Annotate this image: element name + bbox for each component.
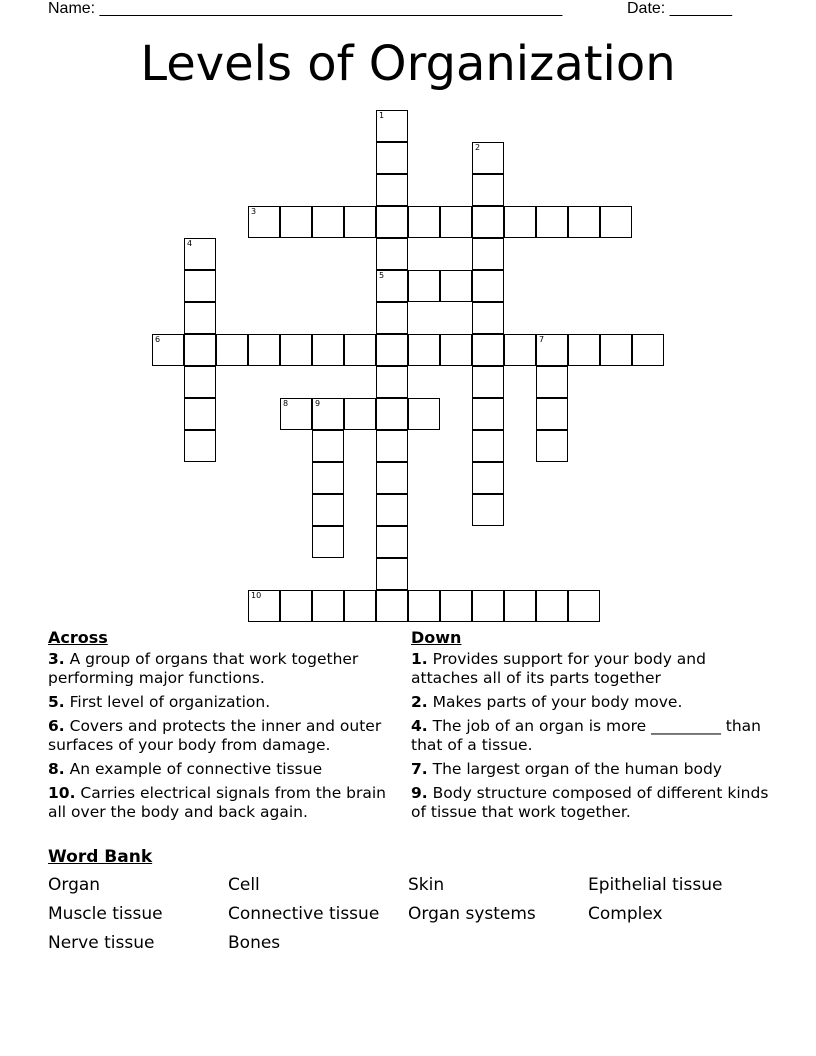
clue-number-label: 2. [411, 693, 428, 711]
grid-cell[interactable] [472, 590, 504, 622]
grid-cell[interactable] [184, 270, 216, 302]
grid-cell[interactable] [376, 398, 408, 430]
clue-number-label: 8. [48, 760, 65, 778]
grid-cell[interactable] [184, 398, 216, 430]
grid-cell[interactable] [312, 462, 344, 494]
grid-cell[interactable] [472, 238, 504, 270]
grid-cell[interactable] [312, 430, 344, 462]
grid-cell[interactable] [312, 398, 344, 430]
grid-cell[interactable] [472, 302, 504, 334]
clue-text: Provides support for your body and attaches all of its parts together [411, 650, 706, 687]
grid-cell[interactable] [376, 334, 408, 366]
grid-cell[interactable] [440, 270, 472, 302]
grid-cell[interactable] [376, 206, 408, 238]
across-clue [48, 717, 408, 755]
grid-cell[interactable] [536, 398, 568, 430]
across-clue [48, 693, 408, 712]
date-line: Date: _______ [627, 0, 732, 17]
clue-number-label: 9. [411, 784, 428, 802]
grid-cell[interactable] [184, 366, 216, 398]
grid-cell[interactable] [600, 206, 632, 238]
name-line: Name: ____________________________________________________ [48, 0, 563, 17]
grid-cell[interactable] [376, 238, 408, 270]
down-clue [411, 760, 771, 779]
grid-cell[interactable] [376, 174, 408, 206]
grid-cell[interactable] [600, 334, 632, 366]
grid-cell[interactable] [472, 366, 504, 398]
clue-number-label: 1. [411, 650, 428, 668]
word-bank-item: Nerve tissue [48, 933, 155, 953]
grid-cell[interactable] [632, 334, 664, 366]
down-clues [411, 628, 771, 827]
grid-cell[interactable] [472, 494, 504, 526]
clue-number: 7 [539, 335, 545, 344]
grid-cell[interactable] [568, 590, 600, 622]
clue-text: Carries electrical signals from the brain all over the body and back again. [48, 784, 387, 821]
clue-number: 3 [251, 207, 257, 216]
grid-cell[interactable] [408, 270, 440, 302]
grid-cell[interactable] [376, 366, 408, 398]
clue-text: Covers and protects the inner and outer surfaces of your body from damage. [48, 717, 382, 754]
grid-cell[interactable] [536, 334, 568, 366]
grid-cell[interactable] [440, 590, 472, 622]
clue-text: First level of organization. [69, 693, 271, 711]
down-clue [411, 784, 771, 822]
word-bank-item: Epithelial tissue [588, 875, 723, 895]
clue-number: 6 [155, 335, 161, 344]
grid-cell[interactable] [184, 302, 216, 334]
grid-cell[interactable] [408, 590, 440, 622]
grid-cell[interactable] [312, 494, 344, 526]
clue-number: 10 [251, 591, 262, 600]
grid-cell[interactable] [536, 206, 568, 238]
clue-number: 1 [379, 111, 385, 120]
clue-text: The job of an organ is more _________ than that of a tissue. [411, 717, 762, 754]
grid-cell[interactable] [312, 206, 344, 238]
grid-cell[interactable] [440, 206, 472, 238]
page-title: Levels of Organization [140, 36, 676, 92]
grid-cell[interactable] [440, 334, 472, 366]
clue-number-label: 3. [48, 650, 65, 668]
clue-number-label: 4. [411, 717, 428, 735]
word-bank-item: Muscle tissue [48, 904, 163, 924]
grid-cell[interactable] [312, 334, 344, 366]
grid-cell[interactable] [376, 110, 408, 142]
clue-text: Makes parts of your body move. [432, 693, 683, 711]
grid-cell[interactable] [248, 206, 280, 238]
grid-cell[interactable] [248, 334, 280, 366]
down-clue [411, 693, 771, 712]
grid-cell[interactable] [376, 270, 408, 302]
clue-number: 4 [187, 239, 193, 248]
grid-cell[interactable] [376, 494, 408, 526]
word-bank-item: Connective tissue [228, 904, 380, 924]
word-bank-item: Organ [48, 875, 101, 895]
clue-text: A group of organs that work together performing major functions. [48, 650, 359, 687]
grid-cell[interactable] [568, 206, 600, 238]
clue-text: Body structure composed of different kinds of tissue that work together. [411, 784, 769, 821]
word-bank-item: Bones [228, 933, 281, 953]
grid-cell[interactable] [344, 206, 376, 238]
grid-cell[interactable] [376, 142, 408, 174]
clue-number-label: 10. [48, 784, 76, 802]
grid-cell[interactable] [472, 174, 504, 206]
grid-cell[interactable] [344, 398, 376, 430]
across-clues [48, 628, 408, 827]
grid-cell[interactable] [536, 430, 568, 462]
clue-number-label: 7. [411, 760, 428, 778]
grid-cell[interactable] [376, 526, 408, 558]
grid-cell[interactable] [184, 238, 216, 270]
word-bank-item: Cell [228, 875, 260, 895]
word-bank-item: Skin [408, 875, 445, 895]
grid-cell[interactable] [344, 590, 376, 622]
grid-cell[interactable] [376, 462, 408, 494]
grid-cell[interactable] [184, 334, 216, 366]
grid-cell[interactable] [472, 334, 504, 366]
clue-text: The largest organ of the human body [432, 760, 722, 778]
grid-cell[interactable] [376, 558, 408, 590]
grid-cell[interactable] [408, 334, 440, 366]
grid-cell[interactable] [376, 590, 408, 622]
clue-number: 2 [475, 143, 481, 152]
grid-cell[interactable] [536, 366, 568, 398]
grid-cell[interactable] [152, 334, 184, 366]
across-clue [48, 760, 408, 779]
grid-cell[interactable] [472, 430, 504, 462]
clue-text: An example of connective tissue [69, 760, 323, 778]
grid-cell[interactable] [312, 590, 344, 622]
grid-cell[interactable] [504, 590, 536, 622]
grid-cell[interactable] [472, 398, 504, 430]
grid-cell[interactable] [184, 430, 216, 462]
across-clue [48, 784, 408, 822]
grid-cell[interactable] [504, 334, 536, 366]
grid-cell[interactable] [344, 334, 376, 366]
clue-number-label: 5. [48, 693, 65, 711]
grid-cell[interactable] [472, 142, 504, 174]
grid-cell[interactable] [408, 206, 440, 238]
clue-number-label: 6. [48, 717, 65, 735]
word-bank-heading: Word Bank [48, 847, 153, 867]
grid-cell[interactable] [408, 398, 440, 430]
down-heading: Down [411, 628, 462, 647]
grid-cell[interactable] [312, 526, 344, 558]
clue-number: 9 [315, 399, 321, 408]
grid-cell[interactable] [248, 590, 280, 622]
grid-cell[interactable] [568, 334, 600, 366]
grid-cell[interactable] [280, 398, 312, 430]
grid-cell[interactable] [536, 590, 568, 622]
word-bank-item: Organ systems [408, 904, 536, 924]
grid-cell[interactable] [216, 334, 248, 366]
grid-cell[interactable] [280, 334, 312, 366]
grid-cell[interactable] [472, 270, 504, 302]
grid-cell[interactable] [280, 206, 312, 238]
word-bank-item: Complex [588, 904, 663, 924]
grid-cell[interactable] [472, 206, 504, 238]
clue-number: 8 [283, 399, 289, 408]
down-clue [411, 717, 771, 755]
word-bank [48, 846, 768, 954]
clue-number: 5 [379, 271, 385, 280]
grid-cell[interactable] [376, 430, 408, 462]
grid-cell[interactable] [280, 590, 312, 622]
across-clue [48, 650, 408, 688]
grid-cell[interactable] [504, 206, 536, 238]
grid-cell[interactable] [376, 302, 408, 334]
across-heading: Across [48, 628, 108, 647]
grid-cell[interactable] [472, 462, 504, 494]
down-clue [411, 650, 771, 688]
